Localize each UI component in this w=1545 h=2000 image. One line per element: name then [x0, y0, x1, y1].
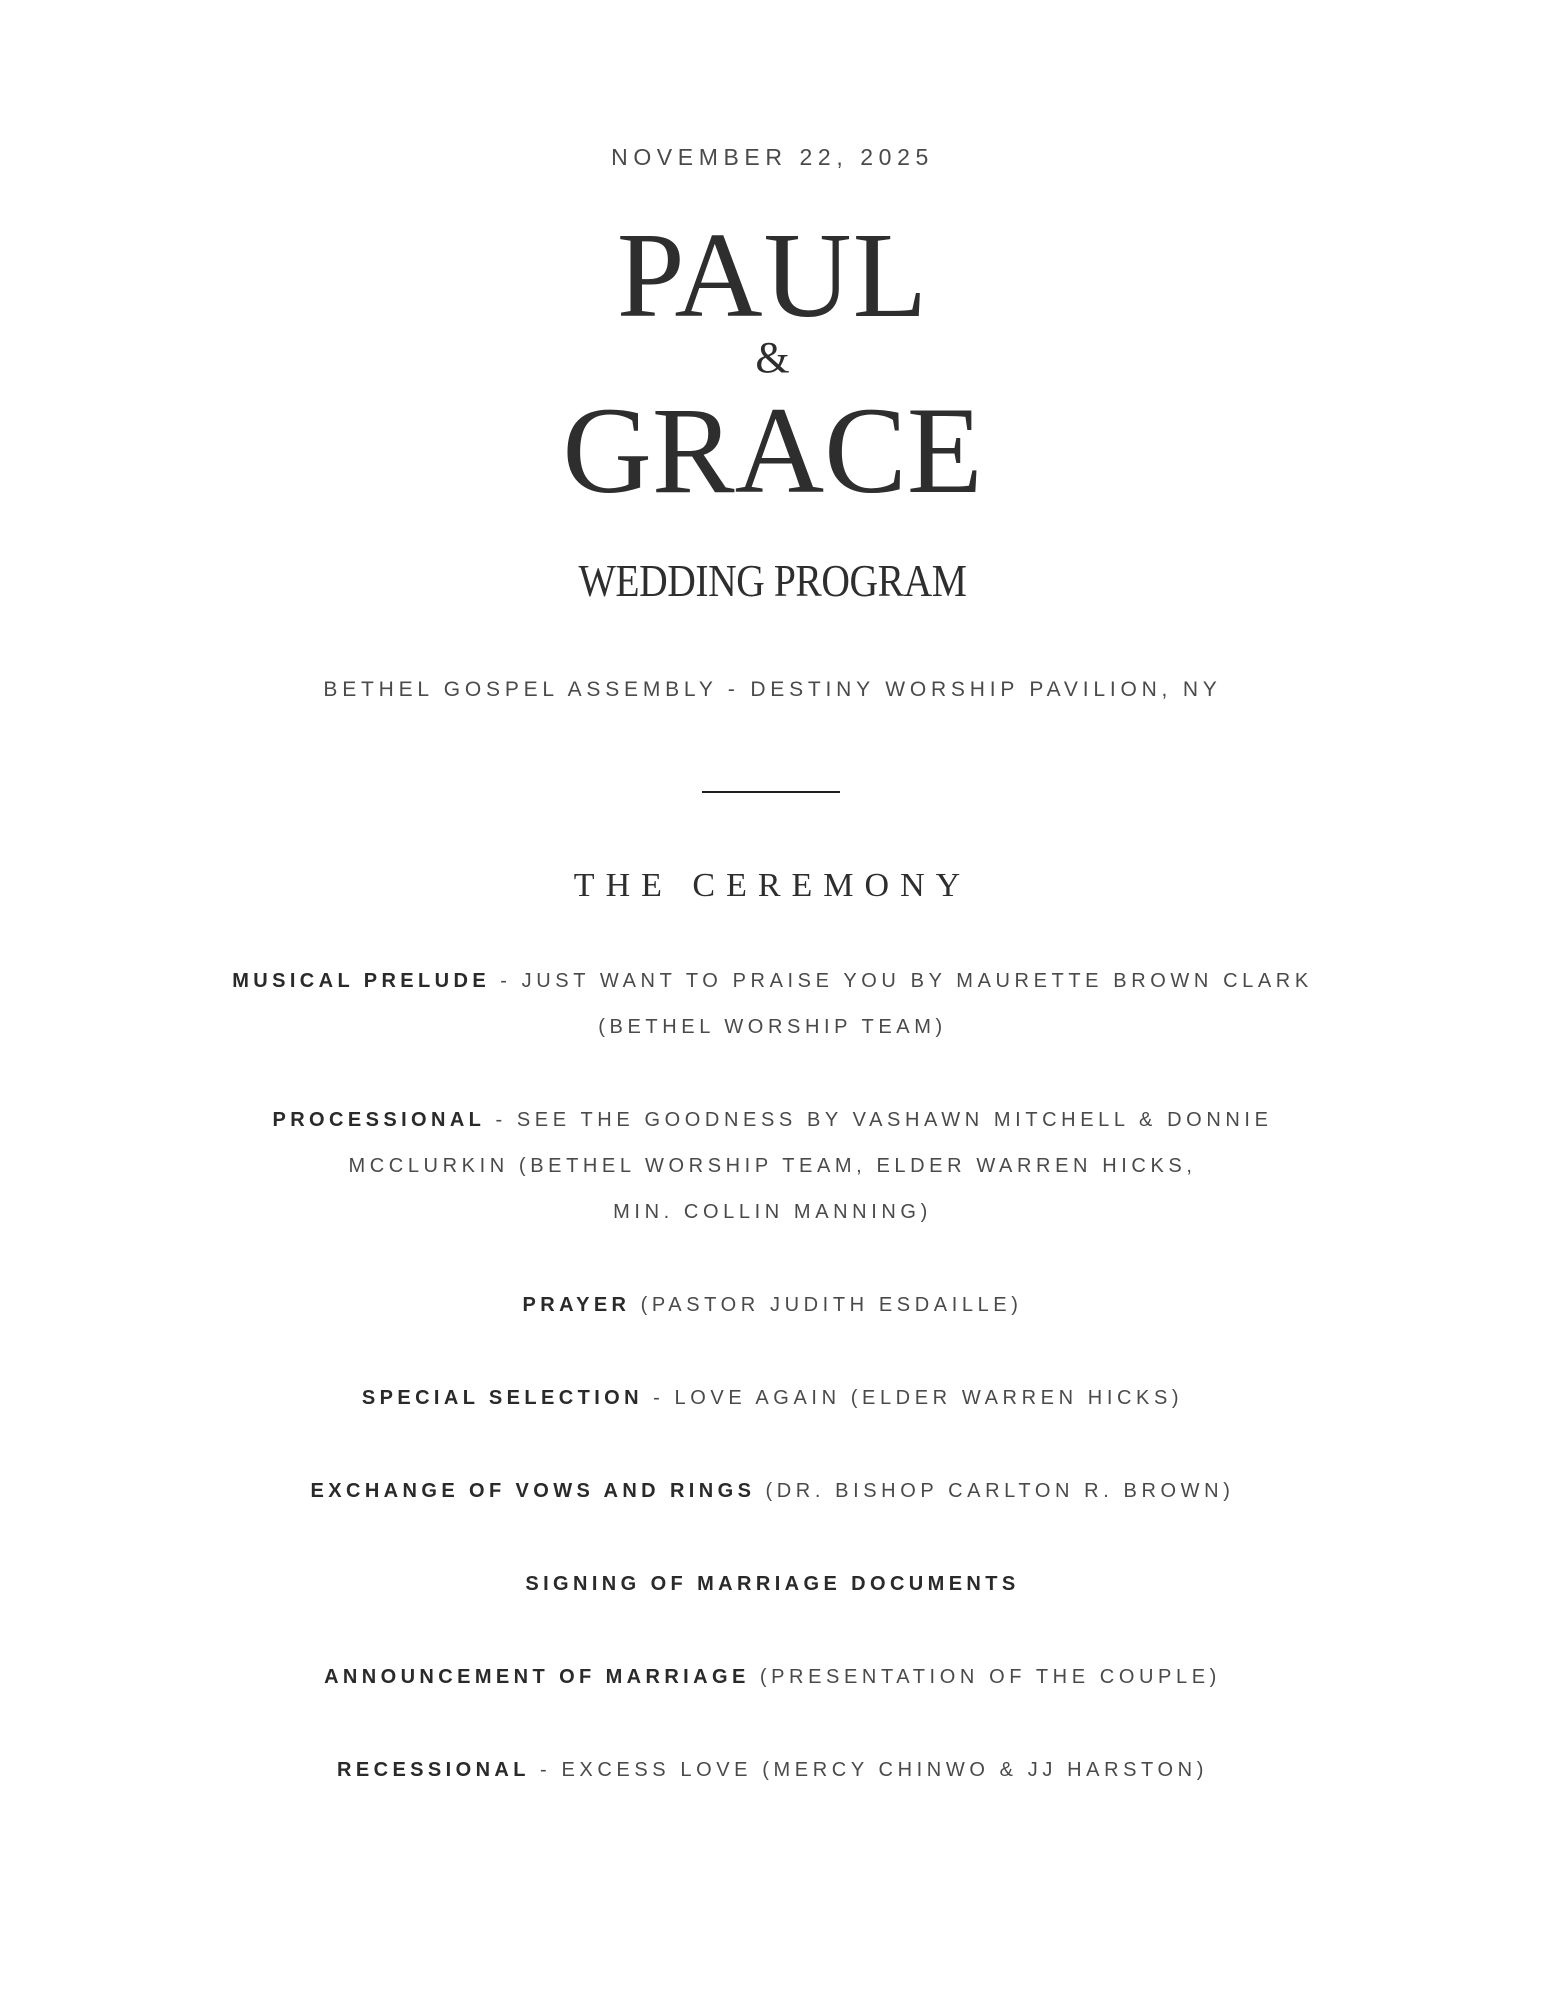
program-item-detail: MCCLURKIN (BETHEL WORSHIP TEAM, ELDER WARREN HICKS,	[348, 1155, 1197, 1177]
program-item-line	[0, 1097, 1545, 1143]
program-item-label: PRAYER	[522, 1294, 631, 1316]
program-item-vows-and-rings	[0, 1468, 1545, 1514]
program-item-line	[0, 1561, 1545, 1607]
program-item-label: MUSICAL PRELUDE	[232, 970, 491, 992]
section-divider	[702, 791, 840, 793]
program-item-recessional	[0, 1747, 1545, 1793]
program-item-detail: - JUST WANT TO PRAISE YOU BY MAURETTE BROWN CLARK	[490, 970, 1313, 992]
program-item-detail: (PASTOR JUDITH ESDAILLE)	[630, 1294, 1023, 1316]
ampersand: &	[755, 333, 790, 382]
program-item-line	[0, 958, 1545, 1004]
program-item-detail: (BETHEL WORSHIP TEAM)	[598, 1016, 947, 1038]
program-item-musical-prelude	[0, 958, 1545, 1050]
program-item-line	[0, 1282, 1545, 1328]
program-item-label: EXCHANGE OF VOWS AND RINGS	[310, 1480, 756, 1502]
program-item-detail: - EXCESS LOVE (MERCY CHINWO & JJ HARSTON)	[529, 1759, 1208, 1781]
program-item-detail: MIN. COLLIN MANNING)	[613, 1201, 932, 1223]
program-item-label: RECESSIONAL	[337, 1759, 530, 1781]
program-item-label: SPECIAL SELECTION	[361, 1387, 643, 1409]
program-item-detail: - LOVE AGAIN (ELDER WARREN HICKS)	[642, 1387, 1184, 1409]
program-item-prayer	[0, 1282, 1545, 1328]
program-title: WEDDING PROGRAM	[578, 555, 967, 606]
program-item-detail: - SEE THE GOODNESS BY VASHAWN MITCHELL & DONNIE	[485, 1109, 1273, 1131]
program-item-line	[0, 1654, 1545, 1700]
program-item-signing-documents	[0, 1561, 1545, 1607]
program-item-special-selection	[0, 1375, 1545, 1421]
section-title: THE CEREMONY	[573, 867, 972, 904]
program-item-processional	[0, 1097, 1545, 1235]
venue: BETHEL GOSPEL ASSEMBLY - DESTINY WORSHIP PAVILION, NY	[323, 678, 1222, 701]
event-date: NOVEMBER 22, 2025	[611, 144, 934, 170]
program-item-line	[0, 1375, 1545, 1421]
program-item-line	[0, 1468, 1545, 1514]
program-item-detail: (PRESENTATION OF THE COUPLE)	[749, 1666, 1221, 1688]
program-item-label: PROCESSIONAL	[272, 1109, 486, 1131]
program-item-label: ANNOUNCEMENT OF MARRIAGE	[324, 1666, 750, 1688]
program-item-label: SIGNING OF MARRIAGE DOCUMENTS	[525, 1573, 1020, 1595]
program-list	[0, 958, 1545, 1840]
program-item-announcement	[0, 1654, 1545, 1700]
partner-name-second: GRACE	[562, 382, 983, 519]
partner-name-first: PAUL	[616, 208, 929, 343]
program-item-detail: (DR. BISHOP CARLTON R. BROWN)	[755, 1480, 1235, 1502]
program-item-line	[0, 1747, 1545, 1793]
